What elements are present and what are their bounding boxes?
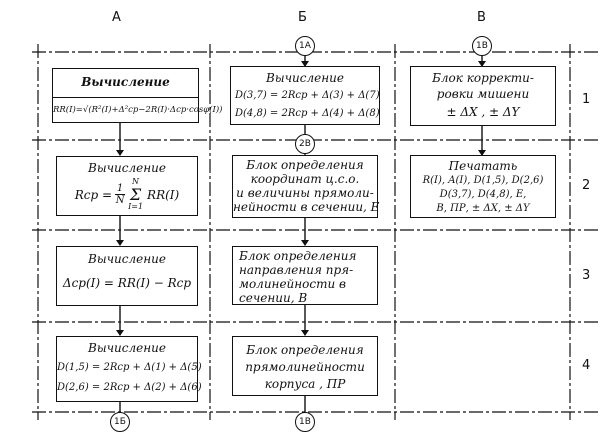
block-a2-lhs: Rср = <box>74 187 113 202</box>
connector-top-c: 1В <box>472 36 492 56</box>
block-b1-line2: D(4,8) = 2Rср + Δ(4) + Δ(8) <box>235 108 380 119</box>
block-c1 <box>410 66 556 126</box>
block-b3-line1: Блок определения <box>239 249 357 263</box>
block-a2-frac-num: 1 <box>116 183 124 194</box>
block-b1-title: Вычисление <box>266 71 344 85</box>
block-b2-line3: и величины прямоли- <box>236 186 374 200</box>
block-b4 <box>232 336 378 396</box>
block-b4-line2: прямолинейности <box>245 360 365 374</box>
block-c1-line3: ± ΔX , ± ΔY <box>446 105 520 119</box>
block-c2-line3: B, ПР, ± ΔX, ± ΔY <box>436 203 530 214</box>
block-a2-sum-top: N <box>132 177 140 186</box>
block-b3-line4: сечении, B <box>239 291 308 305</box>
block-a4 <box>56 336 202 402</box>
connector-bottom-b: 1В <box>295 412 315 432</box>
block-b4-line1: Блок определения <box>246 343 364 357</box>
block-b2-line1: Блок определения <box>246 158 364 172</box>
sigma-symbol: Σ <box>129 185 142 204</box>
block-b2 <box>232 155 378 218</box>
block-c2-line1: R(I), A(I), D(1,5), D(2,6) <box>422 175 544 186</box>
block-b3 <box>232 246 378 305</box>
connector-top-b: 1А <box>295 36 315 56</box>
block-a3 <box>56 246 198 306</box>
block-a4-line1: D(1,5) = 2Rср + Δ(1) + Δ(5) <box>57 362 202 373</box>
block-b1 <box>230 66 380 125</box>
block-a4-title: Вычисление <box>88 341 166 355</box>
block-a2-title: Вычисление <box>88 161 166 175</box>
block-a2-sum <box>128 177 143 212</box>
block-a2-frac-den: N <box>115 195 125 206</box>
block-a2 <box>56 156 198 216</box>
column-header-a: А <box>112 10 121 25</box>
block-a2-sum-bot: I=1 <box>128 202 144 211</box>
row-number-4: 4 <box>582 358 591 373</box>
connector-bottom-a: 1Б <box>110 412 130 432</box>
block-a3-formula: Δср(I) = RR(I) − Rср <box>62 276 192 290</box>
block-b3-line2: направления пря- <box>239 263 354 277</box>
column-header-c: В <box>477 10 486 25</box>
block-a1-title: Вычисление <box>81 75 170 89</box>
block-b4-line3: корпуса , ПР <box>264 377 346 391</box>
block-a3-title: Вычисление <box>88 252 166 266</box>
block-c2-title: Печатать <box>448 159 518 173</box>
block-b1-line1: D(3,7) = 2Rср + Δ(3) + Δ(7) <box>235 90 380 101</box>
row-number-3: 3 <box>582 268 591 283</box>
block-c2-line2: D(3,7), D(4,8), E, <box>439 189 527 200</box>
block-c1-line2: ровки мишени <box>436 87 530 101</box>
block-a1-formula: RR(I)=√(R²(I)+Δ²ср−2R(I)·Δср·cosφ(I)) <box>53 105 223 115</box>
connector-mid-b: 2В <box>295 134 315 154</box>
block-a4-line2: D(2,6) = 2Rср + Δ(2) + Δ(6) <box>57 382 202 393</box>
block-a2-fraction <box>115 183 125 206</box>
row-number-2: 2 <box>582 178 591 193</box>
block-b2-line2: координат ц.с.о. <box>250 172 360 186</box>
block-b3-line3: молинейности в <box>239 277 347 291</box>
block-b2-line4: нейности в сечении, E <box>233 200 380 214</box>
block-a1 <box>52 68 223 123</box>
column-header-b: Б <box>298 10 307 25</box>
block-a2-sum-term: RR(I) <box>147 187 180 202</box>
row-number-1: 1 <box>582 92 591 107</box>
block-c1-line1: Блок корректи- <box>432 71 534 85</box>
block-a2-formula <box>57 177 197 212</box>
block-c2 <box>410 155 556 218</box>
